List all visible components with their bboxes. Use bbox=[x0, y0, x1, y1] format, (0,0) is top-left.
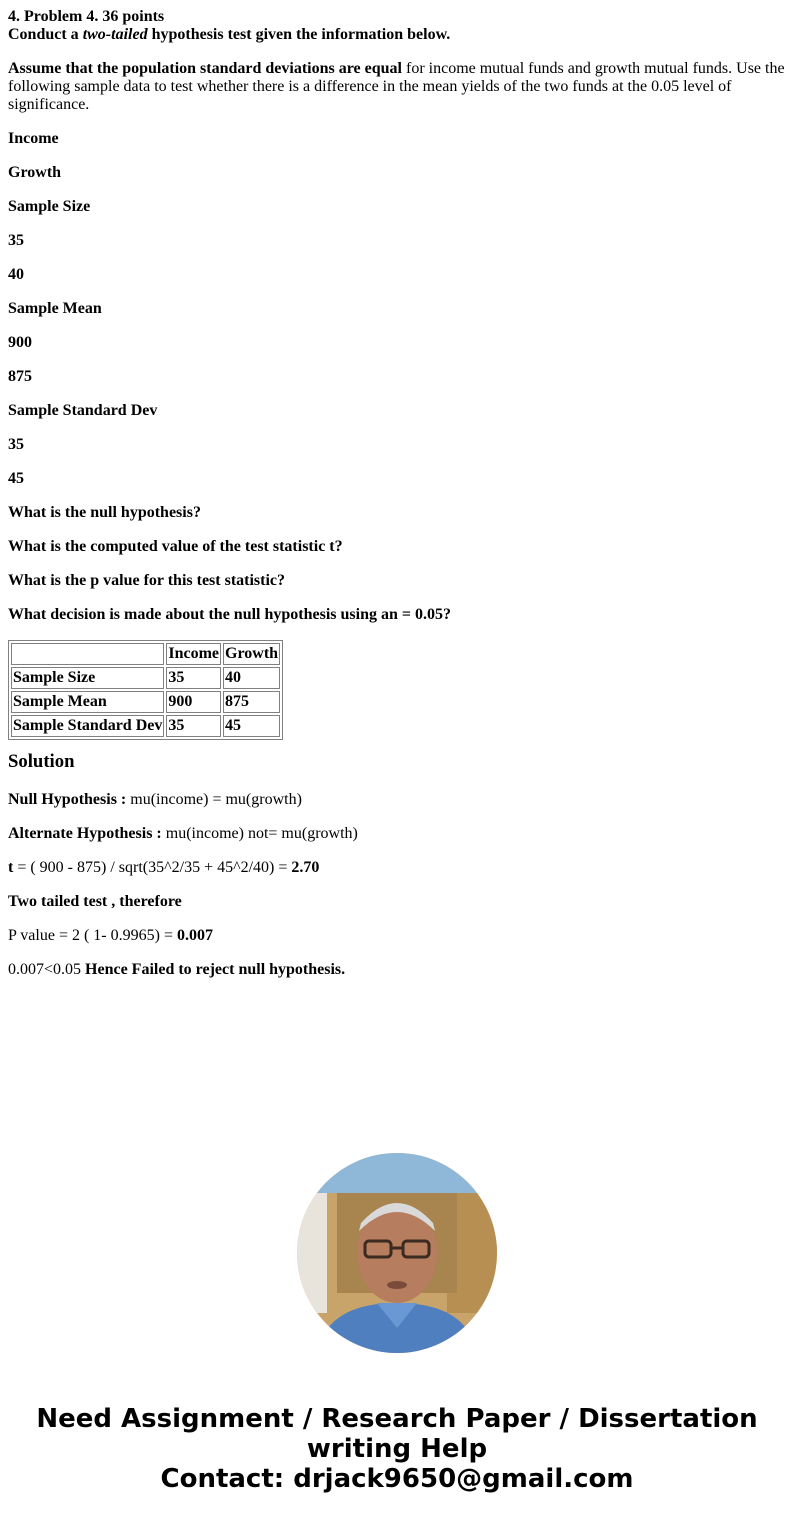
table-row bbox=[11, 715, 280, 737]
t-value: 2.70 bbox=[291, 859, 320, 876]
footer-contact: Contact: drjack9650@gmail.com bbox=[160, 1464, 634, 1494]
decision-conclusion: Hence Failed to reject null hypothesis. bbox=[85, 961, 346, 978]
null-hypothesis-label: Null Hypothesis : bbox=[8, 791, 127, 808]
flat-item: 875 bbox=[8, 368, 32, 385]
assumption-rest: for income mutual funds and growth mutual funds. Use the following sample data to test whether there is a difference in the mean yields of the two funds at the 0.05 level of significance. bbox=[8, 60, 785, 113]
assumption-paragraph bbox=[8, 60, 786, 114]
footer-line-1: Need Assignment / Research Paper / Dissertation bbox=[36, 1404, 758, 1434]
table-cell: 875 bbox=[223, 691, 280, 713]
problem-instruction bbox=[8, 26, 786, 44]
author-photo bbox=[297, 1153, 497, 1353]
t-formula: = ( 900 - 875) / sqrt(35^2/35 + 45^2/40) = bbox=[13, 859, 292, 876]
decision-line bbox=[8, 961, 345, 979]
p-value-line bbox=[8, 927, 213, 945]
two-tailed-note: Two tailed test , therefore bbox=[8, 893, 182, 910]
alternate-hypothesis bbox=[8, 825, 358, 843]
table-cell: 900 bbox=[166, 691, 221, 713]
alternate-hypothesis-text: mu(income) not= mu(growth) bbox=[161, 825, 358, 842]
question: What decision is made about the null hypothesis using an = 0.05? bbox=[8, 606, 451, 623]
table-cell: Sample Mean bbox=[11, 691, 164, 713]
flat-item: Sample Size bbox=[8, 198, 91, 215]
table-cell: 35 bbox=[166, 667, 221, 689]
flat-item: Income bbox=[8, 130, 59, 147]
table-header-cell: Growth bbox=[223, 643, 280, 665]
instruction-pre: Conduct a bbox=[8, 26, 83, 43]
footer-line-2: writing Help bbox=[306, 1434, 488, 1464]
author-photo-illustration bbox=[297, 1153, 497, 1353]
p-value-formula: P value = 2 ( 1- 0.9965) = bbox=[8, 927, 177, 944]
sample-data-table bbox=[8, 640, 283, 740]
alternate-hypothesis-label: Alternate Hypothesis : bbox=[8, 825, 162, 842]
flat-item: Sample Mean bbox=[8, 300, 102, 317]
solution-heading: Solution bbox=[8, 751, 75, 772]
problem-title: 4. Problem 4. 36 points bbox=[8, 8, 165, 25]
instruction-post: hypothesis test given the information below. bbox=[147, 26, 451, 43]
flat-item: 35 bbox=[8, 232, 24, 249]
table-cell: 45 bbox=[223, 715, 280, 737]
p-value: 0.007 bbox=[176, 927, 213, 944]
table-header-cell: Income bbox=[166, 643, 221, 665]
table-cell: Sample Size bbox=[11, 667, 164, 689]
null-hypothesis-text: mu(income) = mu(growth) bbox=[126, 791, 302, 808]
question: What is the computed value of the test statistic t? bbox=[8, 538, 343, 555]
assumption-bold: Assume that the population standard deviations are equal bbox=[8, 60, 402, 77]
table-cell: 40 bbox=[223, 667, 280, 689]
table-header-row bbox=[11, 643, 280, 665]
problem-header bbox=[8, 8, 786, 44]
table-cell: Sample Standard Dev bbox=[11, 715, 164, 737]
table-header-cell bbox=[11, 643, 164, 665]
flat-item: 35 bbox=[8, 436, 24, 453]
decision-comparison: 0.007<0.05 bbox=[8, 961, 86, 978]
flat-item: Growth bbox=[8, 164, 62, 181]
null-hypothesis bbox=[8, 791, 302, 809]
table-row bbox=[11, 667, 280, 689]
footer-banner bbox=[0, 1404, 794, 1494]
test-statistic bbox=[8, 859, 319, 877]
table-row bbox=[11, 691, 280, 713]
flat-item: Sample Standard Dev bbox=[8, 402, 158, 419]
question: What is the p value for this test statistic? bbox=[8, 572, 286, 589]
question: What is the null hypothesis? bbox=[8, 504, 201, 521]
flat-item: 45 bbox=[8, 470, 24, 487]
instruction-emphasis: two-tailed bbox=[82, 26, 148, 43]
flat-item: 900 bbox=[8, 334, 32, 351]
flat-item: 40 bbox=[8, 266, 24, 283]
table-cell: 35 bbox=[166, 715, 221, 737]
t-label: t bbox=[8, 859, 14, 876]
